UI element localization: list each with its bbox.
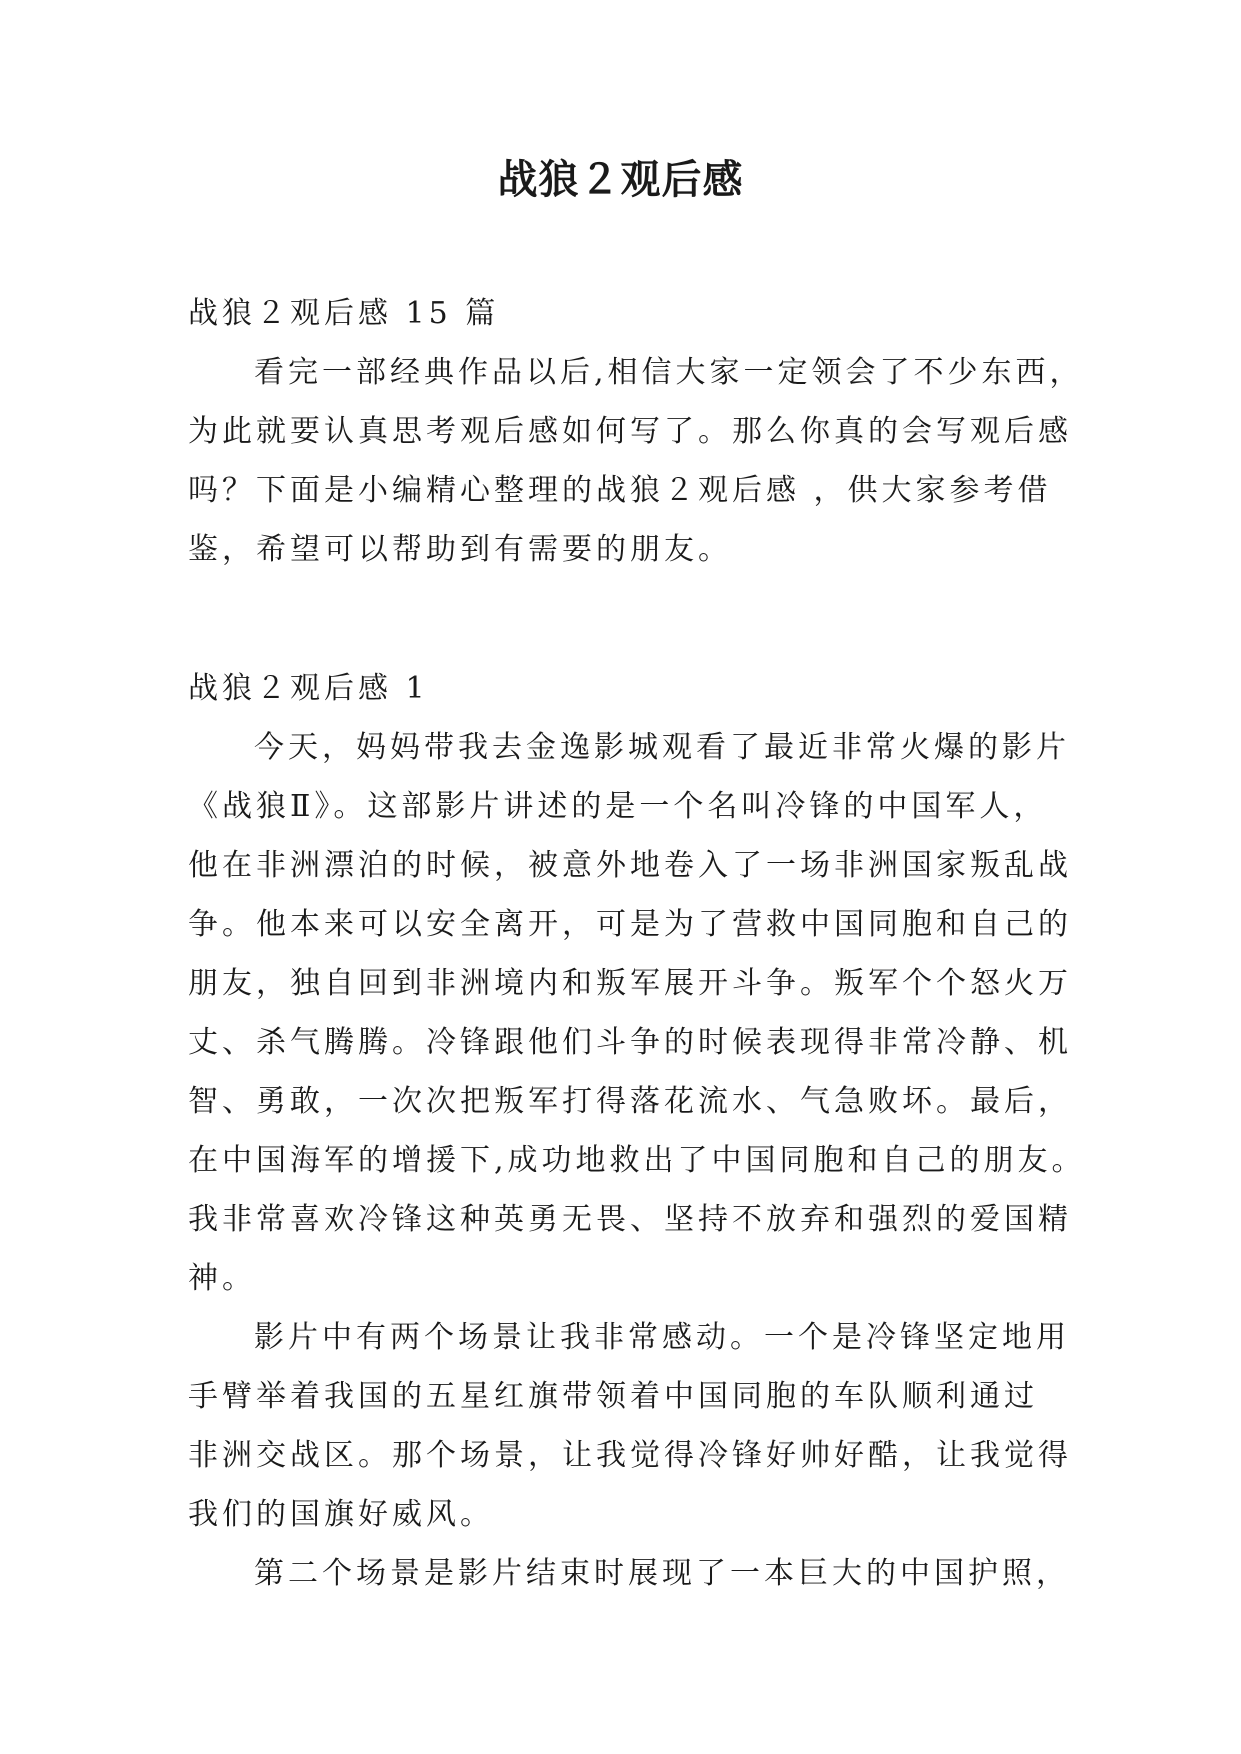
paragraph-line: 神。 bbox=[188, 1261, 256, 1296]
intro-paragraph bbox=[188, 343, 1084, 579]
subtitle: 战狼２观后感 15 篇 bbox=[188, 296, 500, 331]
paragraph-line: 丈、杀气腾腾。冷锋跟他们斗争的时候表现得非常冷静、机 bbox=[188, 1025, 1072, 1060]
intro-line: 看完一部经典作品以后,相信大家一定领会了不少东西， bbox=[254, 355, 1084, 390]
intro-line: 为此就要认真思考观后感如何写了。那么你真的会写观后感 bbox=[188, 414, 1072, 449]
paragraph-line: 争。他本来可以安全离开，可是为了营救中国同胞和自己的 bbox=[188, 907, 1072, 942]
document-body bbox=[188, 284, 1086, 1603]
paragraph-line: 在中国海军的增援下,成功地救出了中国同胞和自己的朋友。 bbox=[188, 1143, 1086, 1178]
paragraph-line: 影片中有两个场景让我非常感动。一个是冷锋坚定地用 bbox=[254, 1320, 1070, 1355]
intro-line: 鉴，希望可以帮助到有需要的朋友。 bbox=[188, 532, 732, 567]
paragraph-line: 我们的国旗好威风。 bbox=[188, 1497, 494, 1532]
section1-paragraph-1 bbox=[188, 718, 1086, 1308]
intro-line: 吗？下面是小编精心整理的战狼２观后感 ，供大家参考借 bbox=[188, 473, 1052, 508]
section1-paragraph-3 bbox=[188, 1544, 1070, 1603]
paragraph-line: 他在非洲漂泊的时候，被意外地卷入了一场非洲国家叛乱战 bbox=[188, 848, 1072, 883]
paragraph-line: 朋友，独自回到非洲境内和叛军展开斗争。叛军个个怒火万 bbox=[188, 966, 1072, 1001]
paragraph-line: 第二个场景是影片结束时展现了一本巨大的中国护照， bbox=[254, 1556, 1070, 1591]
section-heading: 战狼２观后感 1 bbox=[188, 671, 429, 706]
section1-paragraph-2 bbox=[188, 1308, 1072, 1544]
section-spacer bbox=[188, 579, 1048, 659]
paragraph-line: 我非常喜欢冷锋这种英勇无畏、坚持不放弃和强烈的爱国精 bbox=[188, 1202, 1072, 1237]
paragraph-line: 非洲交战区。那个场景，让我觉得冷锋好帅好酷，让我觉得 bbox=[188, 1438, 1072, 1473]
paragraph-line: 手臂举着我国的五星红旗带领着中国同胞的车队顺利通过 bbox=[188, 1379, 1038, 1414]
paragraph-line: 智、勇敢，一次次把叛军打得落花流水、气急败坏。最后， bbox=[188, 1084, 1072, 1119]
paragraph-line: 今天，妈妈带我去金逸影城观看了最近非常火爆的影片 bbox=[254, 730, 1070, 765]
paragraph-line: 《战狼Ⅱ》。这部影片讲述的是一个名叫冷锋的中国军人， bbox=[188, 789, 1048, 824]
document-title: 战狼２观后感 bbox=[497, 157, 744, 203]
